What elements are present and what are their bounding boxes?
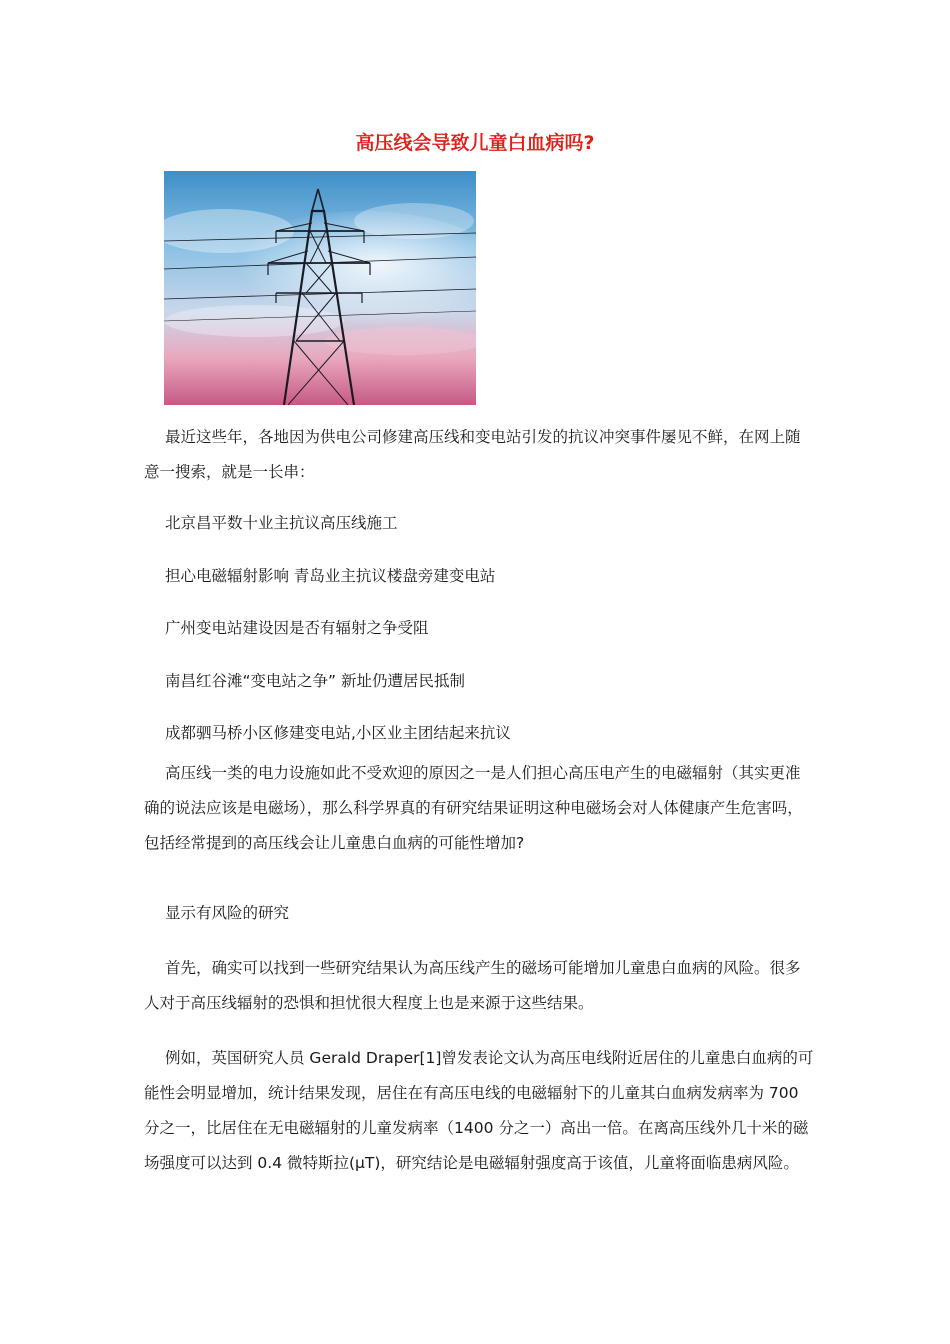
section-heading: 显示有风险的研究 (165, 904, 290, 922)
paragraph-intro-text: 最近这些年，各地因为供电公司修建高压线和变电站引发的抗议冲突事件屡见不鲜，在网上随意一搜索，就是一长串： (144, 428, 801, 481)
article-title: 高压线会导致儿童白血病吗? (355, 132, 595, 154)
headline-item-1: 北京昌平数十业主抗议高压线施工 (165, 514, 398, 532)
paragraph-question-text: 高压线一类的电力设施如此不受欢迎的原因之一是人们担心高压电产生的电磁辐射（其实更准确的说法应该是电磁场），那么科学界真的有研究结果证明这种电磁场会对人体健康产生危害吗，包括经常提到的高压线会让儿童患白血病的可能性增加? (144, 764, 803, 852)
paragraph-draper-study-text: 例如，英国研究人员 Gerald Draper[1]曾发表论文认为高压电线附近居住的儿童患白血病的可能性会明显增加，统计结果发现，居住在有高压电线的电磁辐射下的儿童其白血病发病率为 700 分之一，比居住在无电磁辐射的儿童发病率（1400 分之一）高出一倍。在离高压线外几十米的磁场强度可以达到 0.4 微特斯拉(μT)，研究结论是电磁辐射强度高于该值，儿童将面临患病风险。 (144, 1049, 814, 1172)
headline-item-2: 担心电磁辐射影响 青岛业主抗议楼盘旁建变电站 (165, 567, 496, 585)
paragraph-risk-studies (144, 951, 814, 1021)
paragraph-question (144, 756, 814, 861)
power-tower-photo (164, 171, 476, 405)
paragraph-intro (144, 420, 814, 490)
paragraph-draper-study (144, 1041, 814, 1181)
headline-item-5: 成都驷马桥小区修建变电站,小区业主团结起来抗议 (165, 724, 511, 742)
paragraph-risk-studies-text: 首先，确实可以找到一些研究结果认为高压线产生的磁场可能增加儿童患白血病的风险。很多人对于高压线辐射的恐惧和担忧很大程度上也是来源于这些结果。 (144, 959, 801, 1012)
headline-item-4: 南昌红谷滩“变电站之争” 新址仍遭居民抵制 (165, 672, 465, 690)
headline-item-3: 广州变电站建设因是否有辐射之争受阻 (165, 619, 429, 637)
